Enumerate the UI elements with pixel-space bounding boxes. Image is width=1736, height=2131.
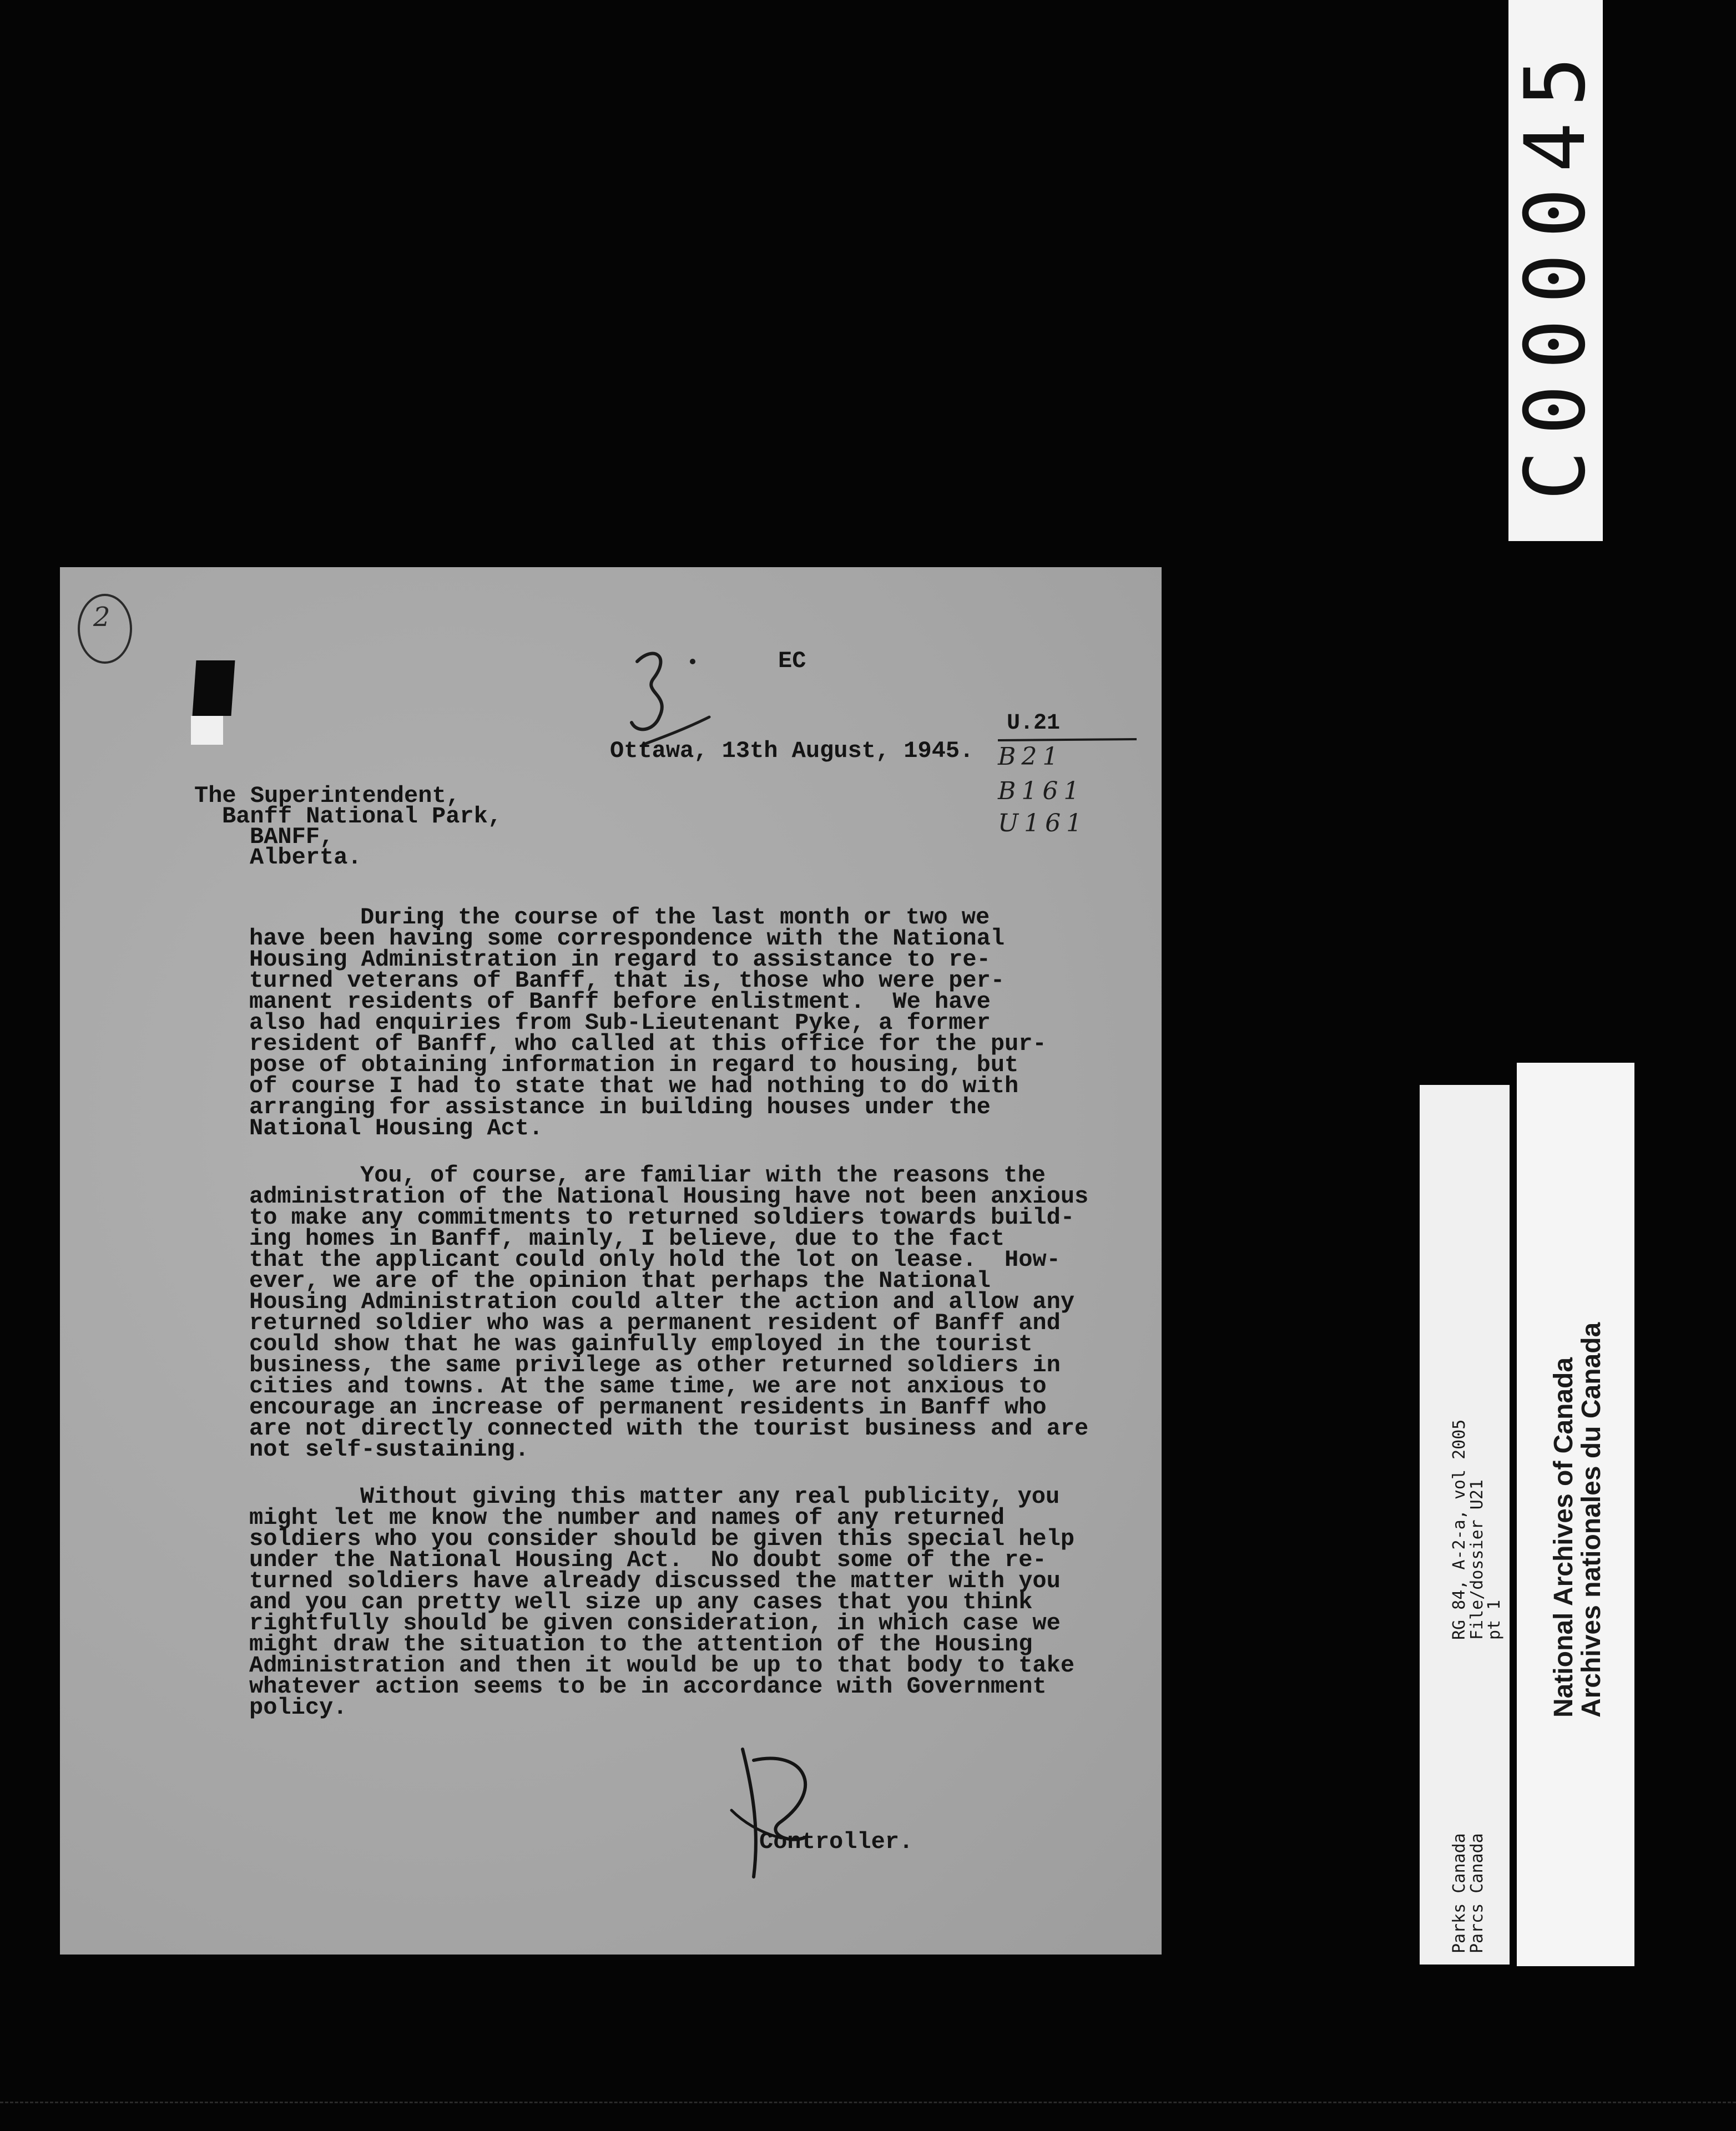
paragraph-1-line-8: pose of obtaining information in regard to housing, but [249, 1052, 1019, 1078]
paragraph-2-line-2: administration of the National Housing have not been anxious [249, 1183, 1089, 1210]
frame-number-strip [1508, 0, 1603, 541]
paragraph-2-line-14: not self-sustaining. [249, 1436, 529, 1463]
paragraph-3-line-2: might let me know the number and names of any returned [249, 1504, 1005, 1531]
archive-reference-line-2: File/dossier U21 [1467, 1479, 1487, 1640]
paragraph-3-line-8: might draw the situation to the attention of the Housing [249, 1631, 1033, 1658]
paragraph-1-line-10: arranging for assistance in building houses under the [249, 1094, 991, 1120]
handwritten-signature [720, 1727, 842, 1882]
paragraph-1-line-9: of course I had to state that we had nothing to do with [249, 1073, 1019, 1099]
archive-source-block [1451, 1833, 1486, 1953]
recipient-line-4: Alberta. [250, 844, 362, 871]
black-tab-marker [193, 660, 235, 716]
paragraph-3-line-9: Administration and then it would be up to that body to take [249, 1652, 1075, 1679]
paragraph-1-line-3: Housing Administration in regard to assistance to re- [249, 946, 991, 973]
recipient-line-2: Banff National Park, [222, 803, 502, 830]
file-reference: U.21 [1007, 711, 1061, 736]
paragraph-1-line-6: also had enquiries from Sub-Lieutenant Pyke, a former [249, 1009, 991, 1036]
paragraph-2-line-1: You, of course, are familiar with the reasons the [360, 1162, 1046, 1189]
paragraph-1-line-7: resident of Banff, who called at this office for the pur- [249, 1031, 1047, 1057]
paragraph-3-line-5: turned soldiers have already discussed the matter with you [249, 1568, 1061, 1594]
date-line: Ottawa, 13th August, 1945. [610, 738, 974, 764]
paragraph-3-line-6: and you can pretty well size up any cases that you think [249, 1589, 1033, 1615]
archive-reference-line-3: pt 1 [1485, 1599, 1504, 1640]
paragraph-1-line-5: manent residents of Banff before enlistment. We have [249, 988, 991, 1015]
paragraph-3-line-7: rightfully should be given consideration, in which case we [249, 1610, 1061, 1637]
paragraph-3-line-3: soldiers who you consider should be given this special help [249, 1526, 1075, 1552]
paragraph-2-line-12: encourage an increase of permanent residents in Banff who [249, 1394, 1047, 1421]
paragraph-2-line-7: Housing Administration could alter the action and allow any [249, 1289, 1075, 1315]
handwritten-note-2: B161 [998, 777, 1085, 805]
paragraph-2-line-13: are not directly connected with the tourist business and are [249, 1415, 1089, 1442]
paragraph-1-line-2: have been having some correspondence with the National [249, 925, 1005, 952]
paragraph-2-line-8: returned soldier who was a permanent resident of Banff and [249, 1310, 1061, 1336]
paragraph-2-line-5: that the applicant could only hold the lot on lease. How- [249, 1246, 1061, 1273]
institution-name-en: National Archives of Canada [1549, 1357, 1578, 1718]
letter-page [60, 567, 1162, 1955]
paragraph-1-line-1: During the course of the last month or two we [360, 904, 990, 931]
underline-mark [998, 737, 1142, 744]
signature-title: Controller. [759, 1829, 914, 1855]
paragraph-2-line-3: to make any commitments to returned soldiers towards build- [249, 1204, 1075, 1231]
paragraph-2-line-6: ever, we are of the opinion that perhaps the National [249, 1268, 991, 1294]
archive-reference-label [1420, 1085, 1510, 1965]
archive-source-line-1: Parks Canada [1450, 1833, 1469, 1953]
recipient-line-3: BANFF, [250, 824, 334, 850]
circled-annotation [78, 594, 132, 664]
recipient-line-1: The Superintendent, [194, 782, 460, 809]
circled-annotation-text: 2 [93, 602, 110, 633]
paragraph-2-line-9: could show that he was gainfully employed in the tourist [249, 1331, 1033, 1357]
handwritten-initial-mark [620, 639, 715, 750]
paper-scrap [191, 716, 223, 745]
paragraph-2-line-11: cities and towns. At the same time, we are not anxious to [249, 1373, 1047, 1400]
paragraph-3-line-4: under the National Housing Act. No doubt some of the re- [249, 1547, 1047, 1573]
archive-reference-block [1451, 1420, 1503, 1640]
paragraph-3-line-11: policy. [249, 1694, 347, 1721]
national-archives-label [1517, 1063, 1634, 1966]
archive-reference-line-1: RG 84, A-2-a, vol 2005 [1450, 1419, 1469, 1640]
archive-source-line-2: Parcs Canada [1467, 1833, 1487, 1953]
paragraph-2-line-10: business, the same privilege as other returned soldiers in [249, 1352, 1061, 1378]
paragraph-2-line-4: ing homes in Banff, mainly, I believe, due to the fact [249, 1225, 1005, 1252]
paragraph-3-line-1: Without giving this matter any real publicity, you [360, 1483, 1060, 1510]
handwritten-note-3: U161 [998, 809, 1088, 837]
paragraph-3-line-10: whatever action seems to be in accordance with Government [249, 1673, 1047, 1700]
handwritten-note-1: B21 [998, 743, 1064, 771]
institution-name-block [1550, 1322, 1606, 1718]
frame-number: C000045 [1507, 41, 1604, 501]
paragraph-1-line-11: National Housing Act. [249, 1115, 543, 1142]
film-edge-dashes [0, 2102, 1736, 2103]
paragraph-1-line-4: turned veterans of Banff, that is, those who were per- [249, 967, 1005, 994]
top-mark: EC [778, 648, 806, 674]
institution-name-fr: Archives nationales du Canada [1577, 1322, 1607, 1718]
